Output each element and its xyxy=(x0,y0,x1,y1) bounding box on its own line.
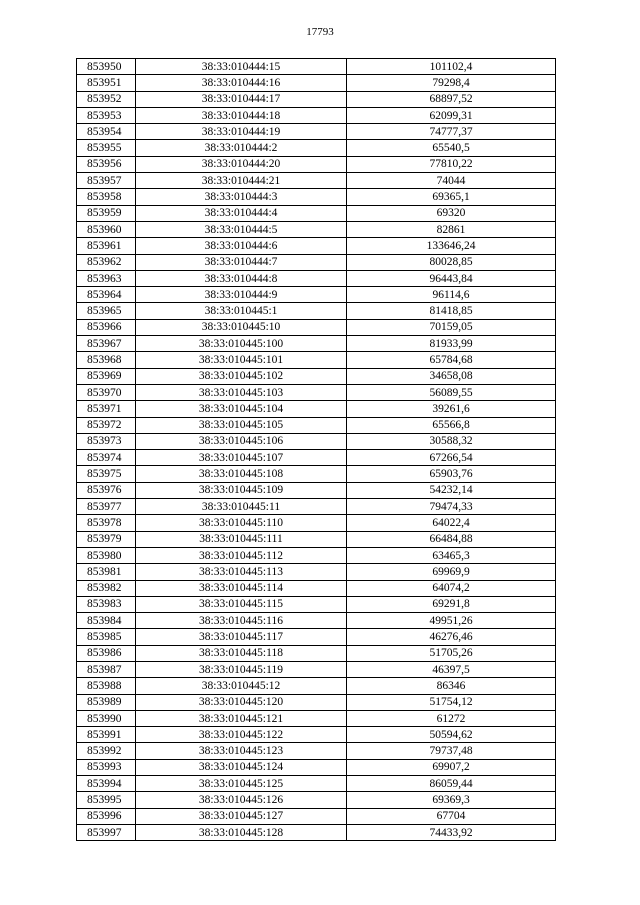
value-cell: 69969,9 xyxy=(347,564,556,580)
value-cell: 65903,76 xyxy=(347,466,556,482)
value-cell: 61272 xyxy=(347,710,556,726)
value-cell: 96443,84 xyxy=(347,270,556,286)
row-number-cell: 853977 xyxy=(77,499,136,515)
row-number-cell: 853996 xyxy=(77,808,136,824)
table-row xyxy=(77,613,556,629)
table-body xyxy=(77,59,556,841)
cadastral-number-cell: 38:33:010445:125 xyxy=(136,776,347,792)
value-cell: 77810,22 xyxy=(347,156,556,172)
cadastral-number-cell: 38:33:010444:3 xyxy=(136,189,347,205)
row-number-cell: 853985 xyxy=(77,629,136,645)
row-number-cell: 853982 xyxy=(77,580,136,596)
value-cell: 69907,2 xyxy=(347,759,556,775)
cadastral-number-cell: 38:33:010444:17 xyxy=(136,91,347,107)
cadastral-number-cell: 38:33:010444:8 xyxy=(136,270,347,286)
table-row xyxy=(77,466,556,482)
table-row xyxy=(77,824,556,840)
cadastral-number-cell: 38:33:010445:108 xyxy=(136,466,347,482)
cadastral-number-cell: 38:33:010445:121 xyxy=(136,710,347,726)
cadastral-number-cell: 38:33:010445:114 xyxy=(136,580,347,596)
cadastral-number-cell: 38:33:010445:116 xyxy=(136,613,347,629)
table-row xyxy=(77,140,556,156)
row-number-cell: 853984 xyxy=(77,613,136,629)
value-cell: 69320 xyxy=(347,205,556,221)
cadastral-number-cell: 38:33:010445:124 xyxy=(136,759,347,775)
cadastral-number-cell: 38:33:010444:20 xyxy=(136,156,347,172)
value-cell: 74044 xyxy=(347,173,556,189)
value-cell: 65540,5 xyxy=(347,140,556,156)
value-cell: 86059,44 xyxy=(347,776,556,792)
row-number-cell: 853989 xyxy=(77,694,136,710)
cadastral-number-cell: 38:33:010445:122 xyxy=(136,727,347,743)
value-cell: 51754,12 xyxy=(347,694,556,710)
cadastral-number-cell: 38:33:010445:117 xyxy=(136,629,347,645)
table-row xyxy=(77,319,556,335)
table-row xyxy=(77,221,556,237)
row-number-cell: 853995 xyxy=(77,792,136,808)
value-cell: 30588,32 xyxy=(347,433,556,449)
cadastral-number-cell: 38:33:010445:111 xyxy=(136,531,347,547)
table-row xyxy=(77,303,556,319)
cadastral-number-cell: 38:33:010445:128 xyxy=(136,824,347,840)
row-number-cell: 853975 xyxy=(77,466,136,482)
table-row xyxy=(77,515,556,531)
table-row xyxy=(77,776,556,792)
row-number-cell: 853992 xyxy=(77,743,136,759)
row-number-cell: 853960 xyxy=(77,221,136,237)
row-number-cell: 853974 xyxy=(77,450,136,466)
cadastral-number-cell: 38:33:010444:21 xyxy=(136,173,347,189)
value-cell: 46276,46 xyxy=(347,629,556,645)
row-number-cell: 853954 xyxy=(77,124,136,140)
cadastral-number-cell: 38:33:010445:10 xyxy=(136,319,347,335)
cadastral-number-cell: 38:33:010445:127 xyxy=(136,808,347,824)
table-row xyxy=(77,727,556,743)
row-number-cell: 853997 xyxy=(77,824,136,840)
row-number-cell: 853990 xyxy=(77,710,136,726)
cadastral-number-cell: 38:33:010445:103 xyxy=(136,384,347,400)
value-cell: 80028,85 xyxy=(347,254,556,270)
row-number-cell: 853988 xyxy=(77,678,136,694)
value-cell: 69369,3 xyxy=(347,792,556,808)
cadastral-number-cell: 38:33:010445:106 xyxy=(136,433,347,449)
row-number-cell: 853991 xyxy=(77,727,136,743)
value-cell: 64022,4 xyxy=(347,515,556,531)
value-cell: 56089,55 xyxy=(347,384,556,400)
cadastral-number-cell: 38:33:010445:112 xyxy=(136,547,347,563)
cadastral-number-cell: 38:33:010444:15 xyxy=(136,59,347,75)
row-number-cell: 853964 xyxy=(77,287,136,303)
row-number-cell: 853987 xyxy=(77,661,136,677)
table-row xyxy=(77,694,556,710)
table-row xyxy=(77,107,556,123)
row-number-cell: 853950 xyxy=(77,59,136,75)
row-number-cell: 853965 xyxy=(77,303,136,319)
value-cell: 46397,5 xyxy=(347,661,556,677)
table-row xyxy=(77,401,556,417)
table-row xyxy=(77,531,556,547)
table-row xyxy=(77,792,556,808)
cadastral-number-cell: 38:33:010444:2 xyxy=(136,140,347,156)
value-cell: 54232,14 xyxy=(347,482,556,498)
value-cell: 74777,37 xyxy=(347,124,556,140)
table-row xyxy=(77,270,556,286)
table-row xyxy=(77,661,556,677)
cadastral-number-cell: 38:33:010445:105 xyxy=(136,417,347,433)
cadastral-number-cell: 38:33:010445:101 xyxy=(136,352,347,368)
row-number-cell: 853979 xyxy=(77,531,136,547)
table-row xyxy=(77,173,556,189)
cadastral-number-cell: 38:33:010444:18 xyxy=(136,107,347,123)
row-number-cell: 853967 xyxy=(77,336,136,352)
table-row xyxy=(77,205,556,221)
table-row xyxy=(77,596,556,612)
row-number-cell: 853972 xyxy=(77,417,136,433)
cadastral-number-cell: 38:33:010444:19 xyxy=(136,124,347,140)
cadastral-number-cell: 38:33:010445:123 xyxy=(136,743,347,759)
row-number-cell: 853955 xyxy=(77,140,136,156)
cadastral-number-cell: 38:33:010445:120 xyxy=(136,694,347,710)
table-row xyxy=(77,482,556,498)
row-number-cell: 853952 xyxy=(77,91,136,107)
cadastral-number-cell: 38:33:010445:107 xyxy=(136,450,347,466)
row-number-cell: 853976 xyxy=(77,482,136,498)
cadastral-number-cell: 38:33:010445:126 xyxy=(136,792,347,808)
table-row xyxy=(77,156,556,172)
table-row xyxy=(77,59,556,75)
value-cell: 68897,52 xyxy=(347,91,556,107)
table-row xyxy=(77,417,556,433)
value-cell: 86346 xyxy=(347,678,556,694)
cadastral-number-cell: 38:33:010445:102 xyxy=(136,368,347,384)
row-number-cell: 853993 xyxy=(77,759,136,775)
row-number-cell: 853961 xyxy=(77,238,136,254)
value-cell: 65566,8 xyxy=(347,417,556,433)
value-cell: 70159,05 xyxy=(347,319,556,335)
table-row xyxy=(77,743,556,759)
value-cell: 79298,4 xyxy=(347,75,556,91)
cadastral-number-cell: 38:33:010445:109 xyxy=(136,482,347,498)
cadastral-number-cell: 38:33:010445:12 xyxy=(136,678,347,694)
value-cell: 79737,48 xyxy=(347,743,556,759)
table-row xyxy=(77,189,556,205)
row-number-cell: 853980 xyxy=(77,547,136,563)
row-number-cell: 853994 xyxy=(77,776,136,792)
value-cell: 62099,31 xyxy=(347,107,556,123)
row-number-cell: 853956 xyxy=(77,156,136,172)
value-cell: 101102,4 xyxy=(347,59,556,75)
table-row xyxy=(77,629,556,645)
row-number-cell: 853959 xyxy=(77,205,136,221)
value-cell: 96114,6 xyxy=(347,287,556,303)
table-row xyxy=(77,75,556,91)
cadastral-number-cell: 38:33:010444:4 xyxy=(136,205,347,221)
value-cell: 69365,1 xyxy=(347,189,556,205)
value-cell: 82861 xyxy=(347,221,556,237)
value-cell: 39261,6 xyxy=(347,401,556,417)
value-cell: 49951,26 xyxy=(347,613,556,629)
row-number-cell: 853966 xyxy=(77,319,136,335)
cadastral-number-cell: 38:33:010444:6 xyxy=(136,238,347,254)
cadastral-table xyxy=(76,58,556,841)
cadastral-number-cell: 38:33:010444:5 xyxy=(136,221,347,237)
cadastral-number-cell: 38:33:010445:115 xyxy=(136,596,347,612)
row-number-cell: 853971 xyxy=(77,401,136,417)
value-cell: 79474,33 xyxy=(347,499,556,515)
cadastral-number-cell: 38:33:010445:1 xyxy=(136,303,347,319)
cadastral-number-cell: 38:33:010445:11 xyxy=(136,499,347,515)
value-cell: 74433,92 xyxy=(347,824,556,840)
row-number-cell: 853957 xyxy=(77,173,136,189)
table-row xyxy=(77,384,556,400)
row-number-cell: 853963 xyxy=(77,270,136,286)
row-number-cell: 853986 xyxy=(77,645,136,661)
table-row xyxy=(77,336,556,352)
row-number-cell: 853981 xyxy=(77,564,136,580)
table-row xyxy=(77,580,556,596)
table-row xyxy=(77,645,556,661)
cadastral-number-cell: 38:33:010445:100 xyxy=(136,336,347,352)
row-number-cell: 853951 xyxy=(77,75,136,91)
table-row xyxy=(77,433,556,449)
cadastral-number-cell: 38:33:010445:119 xyxy=(136,661,347,677)
value-cell: 65784,68 xyxy=(347,352,556,368)
value-cell: 133646,24 xyxy=(347,238,556,254)
value-cell: 64074,2 xyxy=(347,580,556,596)
table-row xyxy=(77,238,556,254)
value-cell: 50594,62 xyxy=(347,727,556,743)
page-number: 17793 xyxy=(306,26,334,38)
table-row xyxy=(77,287,556,303)
table-row xyxy=(77,564,556,580)
value-cell: 66484,88 xyxy=(347,531,556,547)
table-row xyxy=(77,710,556,726)
row-number-cell: 853953 xyxy=(77,107,136,123)
table-row xyxy=(77,450,556,466)
cadastral-number-cell: 38:33:010445:110 xyxy=(136,515,347,531)
table-row xyxy=(77,91,556,107)
value-cell: 67266,54 xyxy=(347,450,556,466)
table-row xyxy=(77,254,556,270)
value-cell: 69291,8 xyxy=(347,596,556,612)
value-cell: 51705,26 xyxy=(347,645,556,661)
cadastral-number-cell: 38:33:010444:7 xyxy=(136,254,347,270)
value-cell: 81418,85 xyxy=(347,303,556,319)
cadastral-number-cell: 38:33:010445:104 xyxy=(136,401,347,417)
row-number-cell: 853970 xyxy=(77,384,136,400)
value-cell: 81933,99 xyxy=(347,336,556,352)
table-row xyxy=(77,124,556,140)
row-number-cell: 853973 xyxy=(77,433,136,449)
table-row xyxy=(77,759,556,775)
table-row xyxy=(77,499,556,515)
table-row xyxy=(77,678,556,694)
cadastral-number-cell: 38:33:010445:113 xyxy=(136,564,347,580)
table-row xyxy=(77,547,556,563)
value-cell: 67704 xyxy=(347,808,556,824)
table-row xyxy=(77,352,556,368)
cadastral-number-cell: 38:33:010444:9 xyxy=(136,287,347,303)
row-number-cell: 853978 xyxy=(77,515,136,531)
row-number-cell: 853969 xyxy=(77,368,136,384)
value-cell: 34658,08 xyxy=(347,368,556,384)
value-cell: 63465,3 xyxy=(347,547,556,563)
row-number-cell: 853983 xyxy=(77,596,136,612)
row-number-cell: 853968 xyxy=(77,352,136,368)
row-number-cell: 853962 xyxy=(77,254,136,270)
row-number-cell: 853958 xyxy=(77,189,136,205)
cadastral-number-cell: 38:33:010444:16 xyxy=(136,75,347,91)
table-row xyxy=(77,808,556,824)
table-row xyxy=(77,368,556,384)
cadastral-number-cell: 38:33:010445:118 xyxy=(136,645,347,661)
